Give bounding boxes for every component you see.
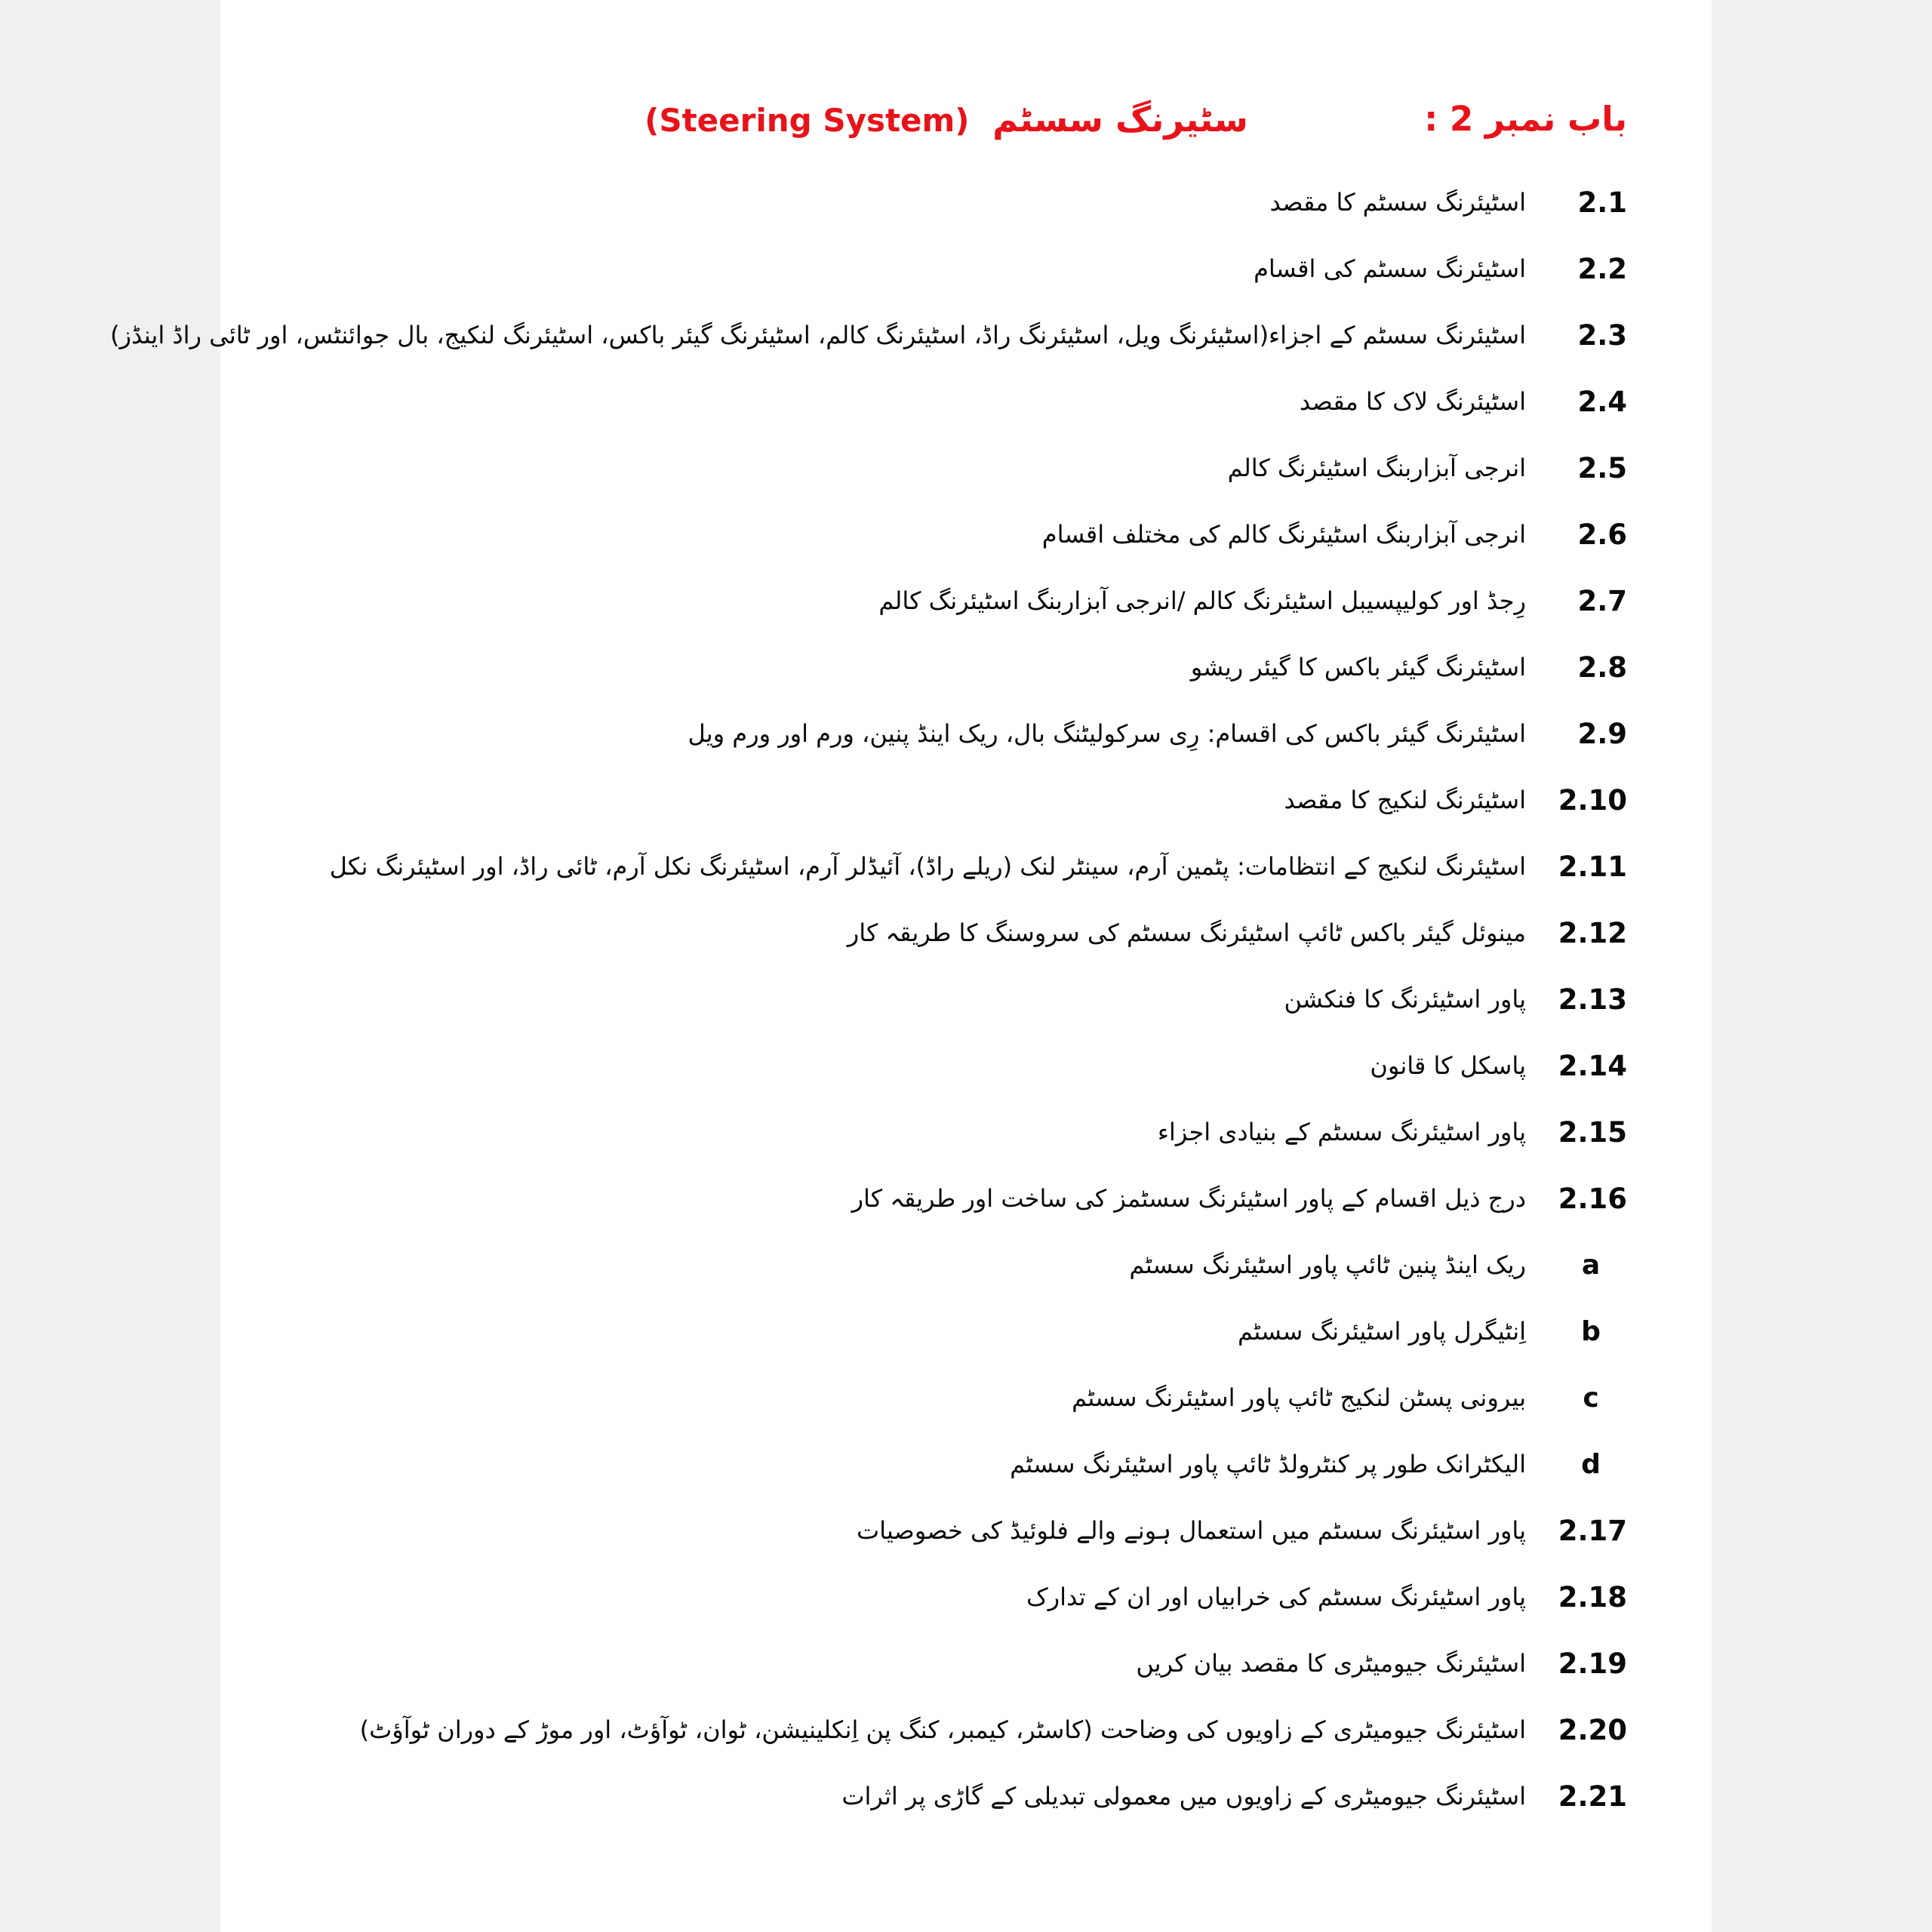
toc-item-number: a [1581, 1249, 1601, 1281]
toc-item-text: اسٹیئرنگ لنکیج کے انتظامات: پٹمین آرم، سینٹر لنک (ریلے راڈ)، آئیڈلر آرم، اسٹیئرنگ نکل آرم، ٹائی راڈ، اور اسٹیئرنگ نکل [329, 851, 1526, 881]
toc-item-text: اسٹیئرنگ گیئر باکس کا گیئر ریشو [1190, 652, 1526, 681]
toc-item-text: پاور اسٹیئرنگ سسٹم کی خرابیاں اور ان کے تدارک [1026, 1582, 1526, 1611]
toc-item-number: 2.21 [1558, 1780, 1627, 1813]
toc-item-number: 2.1 [1577, 186, 1627, 219]
toc-item-number: 2.12 [1558, 916, 1627, 949]
toc-item-number: 2.7 [1577, 584, 1627, 617]
toc-item-text: اسٹیئرنگ جیومیٹری کا مقصد بیان کریں [1136, 1648, 1526, 1678]
toc-item [266, 235, 1627, 302]
toc-item [266, 1497, 1627, 1564]
toc-item [266, 568, 1627, 634]
toc-item-number: 2.20 [1558, 1713, 1627, 1746]
toc-item-number: 2.19 [1558, 1647, 1627, 1680]
toc-item-number: 2.9 [1577, 717, 1627, 750]
toc-item-text: اسٹیئرنگ جیومیٹری کے زاویوں میں معمولی تبدیلی کے گاڑی پر اثرات [841, 1781, 1526, 1810]
toc-item-number: 2.3 [1577, 318, 1627, 352]
toc-item [266, 966, 1627, 1032]
toc-item-number: 2.8 [1577, 651, 1627, 684]
toc-item-text: اسٹیئرنگ سسٹم کی اقسام [1254, 254, 1526, 283]
toc-item-text: انرجی آبزاربنگ اسٹیئرنگ کالم کی مختلف اقسام [1041, 519, 1526, 549]
toc-item-text: ریک اینڈ پنین ٹائپ پاور اسٹیئرنگ سسٹم [1129, 1250, 1526, 1279]
toc-item [266, 1032, 1627, 1099]
toc-item-number: 2.11 [1558, 850, 1627, 883]
toc-item [266, 634, 1627, 700]
chapter-title-english: (Steering System) [645, 102, 970, 139]
chapter-title-urdu: سٹیرنگ سسٹم [992, 99, 1248, 140]
toc-item-text: اسٹیئرنگ گیئر باکس کی اقسام: رِی سرکولیٹنگ بال، ریک اینڈ پنین، ورم اور ورم ویل [688, 718, 1526, 748]
toc-item [266, 1630, 1627, 1697]
toc-item-text: الیکٹرانک طور پر کنٹرولڈ ٹائپ پاور اسٹیئرنگ سسٹم [1010, 1449, 1526, 1478]
toc-item-text: پاور اسٹیئرنگ سسٹم کے بنیادی اجزاء [1157, 1117, 1526, 1146]
toc-item-text: اسٹیئرنگ لنکیج کا مقصد [1284, 785, 1526, 814]
toc-item-number: d [1581, 1448, 1601, 1480]
toc-item-text: اسٹیئرنگ سسٹم کا مقصد [1269, 187, 1526, 217]
toc-item [266, 900, 1627, 966]
toc-item [266, 1232, 1627, 1298]
chapter-number-label: باب نمبر 2 : [1424, 99, 1627, 139]
toc-item [266, 501, 1627, 568]
toc-item-number: 2.4 [1577, 385, 1627, 418]
toc-item [266, 833, 1627, 900]
toc-item [266, 700, 1627, 767]
toc-item-number: 2.14 [1558, 1049, 1627, 1082]
chapter-header [266, 89, 1627, 149]
toc-item-text: انرجی آبزاربنگ اسٹیئرنگ کالم [1227, 453, 1526, 482]
toc-item [266, 767, 1627, 833]
toc-item-text: مینوئل گیئر باکس ٹائپ اسٹیئرنگ سسٹم کی سروسنگ کا طریقہ کار [847, 918, 1526, 947]
toc-item [266, 1165, 1627, 1232]
toc-item-number: 2.17 [1558, 1514, 1627, 1547]
toc-item [266, 1364, 1627, 1431]
toc-item [266, 1431, 1627, 1497]
toc-item [110, 302, 1627, 368]
toc-item-number: 2.15 [1558, 1115, 1627, 1149]
toc-item-number: 2.16 [1558, 1182, 1627, 1215]
toc-list [110, 169, 1627, 1829]
toc-item-text: اسٹیئرنگ لاک کا مقصد [1299, 386, 1526, 416]
toc-item [266, 435, 1627, 501]
toc-item-number: c [1583, 1382, 1599, 1414]
toc-item-number: 2.13 [1558, 983, 1627, 1016]
toc-item-text: پاور اسٹیئرنگ سسٹم میں استعمال ہونے والے فلوئیڈ کی خصوصیات [857, 1515, 1526, 1545]
document-page [110, 0, 1712, 1932]
toc-item-number: 2.6 [1577, 518, 1627, 551]
toc-item-text: رِجڈ اور کولیپسیبل اسٹیئرنگ کالم /انرجی آبزاربنگ اسٹیئرنگ کالم [878, 586, 1526, 615]
toc-item-text: درج ذیل اقسام کے پاور اسٹیئرنگ سسٹمز کی ساخت اور طریقہ کار [851, 1183, 1526, 1213]
toc-item [266, 1564, 1627, 1630]
toc-item [266, 1099, 1627, 1165]
toc-item [266, 368, 1627, 435]
toc-item [266, 169, 1627, 235]
toc-item-number: 2.18 [1558, 1580, 1627, 1614]
toc-item-text: اسٹیئرنگ سسٹم کے اجزاء(اسٹیئرنگ ویل، اسٹیئرنگ راڈ، اسٹیئرنگ کالم، اسٹیئرنگ گیئر باکس، اسٹیئرنگ لنکیج، بال جوائنٹس، اور ٹائی راڈ اینڈز) [110, 320, 1526, 349]
toc-item [266, 1298, 1627, 1364]
toc-item-text: اِنٹیگرل پاور اسٹیئرنگ سسٹم [1238, 1316, 1526, 1346]
toc-item [266, 1697, 1627, 1763]
toc-item [266, 1763, 1627, 1829]
chapter-title [266, 89, 1627, 151]
toc-item-text: اسٹیئرنگ جیومیٹری کے زاویوں کی وضاحت (کاسٹر، کیمبر، کنگ پن اِنکلینیشن، ٹوان، ٹوآؤٹ، اور موڑ کے دوران ٹوآؤٹ) [359, 1715, 1526, 1744]
toc-item-number: 2.5 [1577, 451, 1627, 485]
toc-item-text: پاسکل کا قانون [1370, 1051, 1526, 1080]
toc-item-number: 2.2 [1577, 252, 1627, 285]
toc-item-text: بیرونی پسٹن لنکیج ٹائپ پاور اسٹیئرنگ سسٹم [1072, 1383, 1526, 1412]
toc-item-number: b [1581, 1315, 1601, 1347]
toc-item-text: پاور اسٹیئرنگ کا فنکشن [1284, 984, 1526, 1014]
toc-item-number: 2.10 [1558, 783, 1627, 817]
